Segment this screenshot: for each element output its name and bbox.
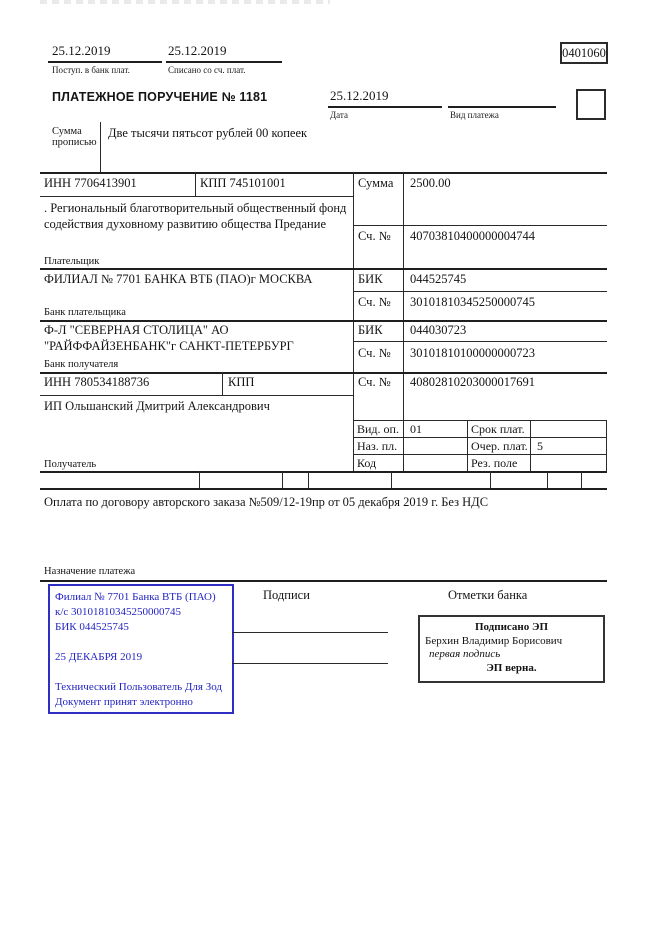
- optype-grid-right-edge: [606, 420, 607, 471]
- payee-inn: ИНН 780534188736: [44, 375, 150, 389]
- strip-divider-4: [391, 471, 392, 488]
- amount-cell-underline: [353, 225, 607, 226]
- signature-line-2: [232, 663, 388, 664]
- payer-inn-row-underline: [40, 196, 353, 197]
- strip-divider-1: [199, 471, 200, 488]
- payment-purpose-label: Назначение платежа: [44, 566, 136, 577]
- amount-value: 2500.00: [410, 176, 451, 190]
- payee-inn-kpp-divider: [222, 372, 223, 395]
- payee-bank-bik: 044030723: [410, 323, 467, 337]
- bank-electronic-stamp: [48, 584, 234, 714]
- payee-bank-bik-underline: [353, 341, 607, 342]
- esign-box: [418, 615, 605, 683]
- bank-marks-header: Отметки банка: [448, 588, 528, 602]
- stamp-spacer: [55, 635, 227, 650]
- payer-bank-name: ФИЛИАЛ № 7701 БАНКА ВТБ (ПАО)г МОСКВА: [44, 272, 313, 286]
- payee-bank-account-label: Сч. №: [358, 346, 391, 360]
- optype-grid-top: [353, 420, 607, 421]
- optype-grid-vline2: [530, 420, 531, 471]
- payer-bank-account: 30101810345250000745: [410, 295, 535, 309]
- esign-signer-name: Берхин Владимир Борисович: [425, 634, 563, 647]
- payment-type-checkbox: [576, 89, 606, 120]
- strip-bottom-border: [40, 488, 607, 490]
- strip-divider-3: [308, 471, 309, 488]
- signature-line-1: [232, 632, 388, 633]
- purpose-bottom-border: [40, 580, 607, 582]
- stamp-bank-name: Филиал № 7701 Банка ВТБ (ПАО): [55, 591, 216, 603]
- payee-bank-name-line2: "РАЙФФАЙЗЕНБАНК"г САНКТ-ПЕТЕРБУРГ: [44, 339, 294, 353]
- strip-divider-2: [282, 471, 283, 488]
- strip-divider-6: [547, 471, 548, 488]
- date-label: Дата: [330, 110, 348, 120]
- signatures-header: Подписи: [263, 588, 310, 602]
- payee-inn-row-underline: [40, 395, 353, 396]
- payer-bank-section-label: Банк плательщика: [44, 307, 126, 318]
- payee-bank-account: 30101810100000000723: [410, 346, 535, 360]
- document-title: ПЛАТЕЖНОЕ ПОРУЧЕНИЕ № 1181: [52, 90, 268, 104]
- amount-words: Две тысячи пятьсот рублей 00 копеек: [108, 126, 308, 140]
- debited-date-label: Списано со сч. плат.: [168, 65, 246, 75]
- esign-verified: ЭП верна.: [486, 661, 537, 674]
- strip-divider-5: [490, 471, 491, 488]
- payee-bank-bik-label: БИК: [358, 323, 383, 337]
- payer-bank-bik-label: БИК: [358, 272, 383, 286]
- table-top-border: [40, 172, 607, 174]
- code-label: Код: [357, 456, 377, 470]
- received-date: 25.12.2019: [52, 43, 111, 58]
- op-type-label: Вид. оп.: [357, 422, 399, 436]
- term-label: Срок плат.: [471, 422, 525, 436]
- payee-account: 40802810203000017691: [410, 375, 535, 389]
- payee-top-border: [40, 372, 607, 374]
- payee-bank-section-label: Банк получателя: [44, 359, 119, 370]
- received-date-label: Поступ. в банк плат.: [52, 65, 130, 75]
- received-date-underline: [48, 61, 162, 63]
- stamp-spacer: [55, 665, 227, 680]
- payer-bank-bik-underline: [353, 291, 607, 292]
- payee-kpp-label: КПП: [228, 375, 255, 389]
- form-code-box: [560, 42, 608, 64]
- naz-pl-label: Наз. пл.: [357, 439, 398, 453]
- esign-title: Подписано ЭП: [474, 621, 549, 633]
- stamp-user: Технический Пользователь Для Зод: [55, 681, 223, 693]
- payment-type-label: Вид платежа: [450, 110, 499, 120]
- order-label: Очер. плат.: [471, 439, 528, 453]
- stamp-corr-account: к/с 30101810345250000745: [55, 606, 182, 618]
- debited-date-underline: [166, 61, 282, 63]
- debited-date: 25.12.2019: [168, 43, 227, 58]
- payer-account: 40703810400000004744: [410, 229, 535, 243]
- optype-grid-vline1: [467, 420, 468, 471]
- esign-signature-type: первая подпись: [429, 648, 501, 660]
- amount-words-label: Сумма прописью: [52, 126, 97, 148]
- strip-divider-7: [581, 471, 582, 488]
- strip-top-border: [40, 471, 607, 473]
- payer-name: . Региональный благотворительный общественный фонд содействия духовному развитию общества Предание: [44, 201, 347, 231]
- payer-inn: ИНН 7706413901: [44, 176, 137, 190]
- stamp-accepted: Документ принят электронно: [55, 696, 193, 708]
- optype-grid-mid2: [353, 454, 607, 455]
- date-underline: [328, 106, 442, 108]
- amount-label: Сумма: [358, 176, 394, 190]
- payer-bank-account-label: Сч. №: [358, 295, 391, 309]
- payee-account-label: Сч. №: [358, 375, 391, 389]
- payer-account-label: Сч. №: [358, 229, 391, 243]
- stamp-bik: БИК 044525745: [55, 621, 129, 633]
- form-code: 0401060: [562, 46, 606, 60]
- payment-type-underline: [448, 106, 556, 108]
- payer-kpp: КПП 745101001: [200, 176, 286, 190]
- payee-name: ИП Ольшанский Дмитрий Александрович: [44, 399, 270, 413]
- clipped-scan-artifact: [40, 0, 330, 4]
- payer-bank-top-border: [40, 268, 607, 270]
- payer-bank-bik: 044525745: [410, 272, 467, 286]
- payee-bank-top-border: [40, 320, 607, 322]
- stamp-date: 25 ДЕКАБРЯ 2019: [55, 651, 143, 663]
- document-date: 25.12.2019: [330, 88, 389, 103]
- amount-words-divider: [100, 122, 101, 172]
- order-value: 5: [537, 439, 543, 453]
- payer-section-label: Плательщик: [44, 256, 100, 267]
- op-type-value: 01: [410, 422, 422, 436]
- optype-grid-mid1: [353, 437, 607, 438]
- res-field-label: Рез. поле: [471, 456, 518, 470]
- payee-bank-name-line1: Ф-Л "СЕВЕРНАЯ СТОЛИЦА" АО: [44, 323, 229, 337]
- payment-purpose: Оплата по договору авторского заказа №509/12-19пр от 05 декабря 2019 г. Без НДС: [44, 495, 489, 509]
- payee-section-label: Получатель: [44, 459, 97, 470]
- payer-inn-kpp-divider: [195, 172, 196, 196]
